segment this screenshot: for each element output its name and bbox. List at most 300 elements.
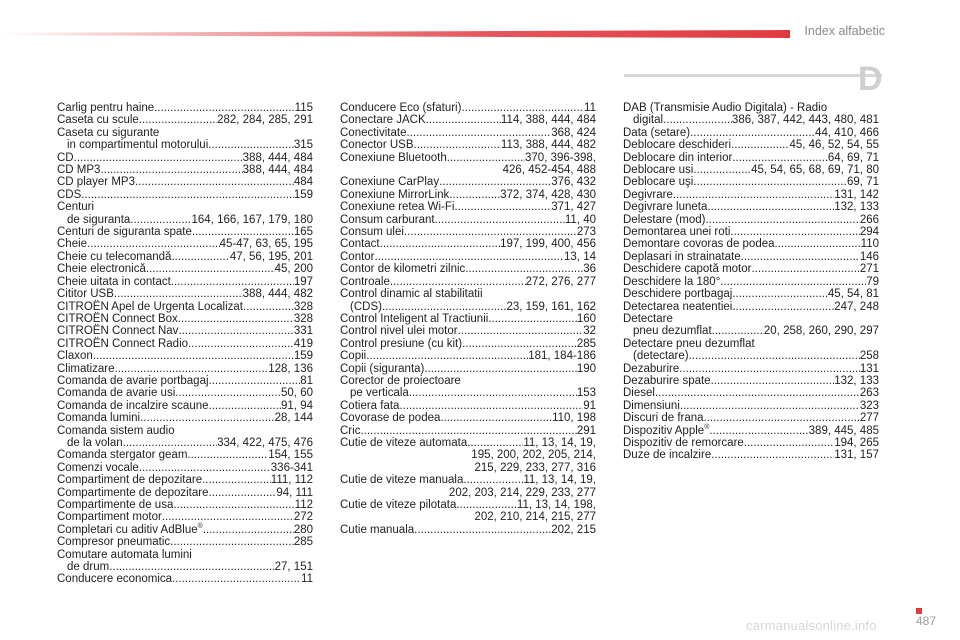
dot-leader (87, 238, 220, 250)
index-term-text: Comanda sistem audio (57, 424, 175, 437)
index-term (67, 139, 208, 151)
index-entry (57, 325, 313, 337)
index-term (67, 437, 123, 449)
index-term (350, 387, 409, 399)
index-page-refs: 389, 445, 485 (808, 424, 879, 437)
index-page-refs: 11, 13, 14, 19, (523, 436, 596, 449)
dot-leader (655, 387, 860, 399)
index-page-refs: 272, 276, 277 (525, 275, 596, 288)
index-entry (57, 387, 313, 399)
index-term (57, 164, 100, 176)
index-line (623, 114, 879, 126)
index-line (340, 375, 596, 387)
section-title: Index alfabetic (804, 24, 885, 38)
index-entry (57, 114, 313, 126)
index-term (340, 276, 390, 288)
index-entry (340, 176, 596, 188)
index-page-refs: 291 (576, 424, 596, 437)
index-term (340, 375, 461, 387)
index-term (623, 152, 732, 164)
dot-leader (172, 573, 301, 585)
index-page-refs: 323 (859, 399, 879, 412)
index-line (57, 375, 313, 387)
index-term (340, 437, 467, 449)
index-page-refs: 132, 133 (834, 374, 879, 387)
index-entry (340, 400, 596, 412)
index-page-refs: 47, 56, 195, 201 (229, 250, 313, 263)
index-entry (57, 201, 313, 226)
index-term (57, 338, 188, 350)
index-line (57, 301, 313, 313)
index-line (623, 400, 879, 412)
index-entry (340, 437, 596, 474)
index-line (623, 176, 879, 188)
index-term-text: Comanda lumini (57, 412, 141, 425)
index-term (57, 301, 243, 313)
index-page-refs: 28, 144 (274, 412, 313, 425)
dot-leader (175, 387, 281, 399)
index-line (57, 164, 313, 176)
index-term-text: (detectare) (633, 350, 689, 363)
dot-leader (139, 462, 271, 474)
index-term (57, 127, 159, 139)
index-line (623, 152, 879, 164)
page-number: 487 (916, 614, 937, 628)
index-term-text: Caseta cu scule (57, 114, 139, 127)
index-line (340, 387, 596, 399)
index-term (57, 152, 74, 164)
index-line (340, 114, 596, 126)
index-page-refs: 372, 374, 428, 430 (500, 188, 596, 201)
index-page-refs: 202, 215 (551, 523, 596, 536)
index-term-text: CITROËN Connect Nav (57, 325, 179, 338)
dot-leader (711, 375, 835, 387)
index-term (340, 152, 447, 164)
index-term (340, 201, 454, 213)
index-term (340, 251, 375, 263)
registered-mark: ® (197, 522, 203, 530)
index-term-text: Consum ulei (340, 226, 404, 239)
index-term-text: Conexiune Bluetooth (340, 151, 447, 164)
index-entry (623, 251, 879, 263)
index-page-continuation (340, 487, 596, 499)
index-page-refs: 280 (293, 523, 313, 536)
index-page-refs: 388, 444, 484 (242, 164, 313, 177)
dot-leader (135, 176, 294, 188)
index-entry (623, 102, 879, 127)
index-term-text: CITROËN Connect Box (57, 312, 178, 325)
dot-leader (209, 375, 301, 387)
index-line (57, 338, 313, 350)
index-entry (623, 139, 879, 151)
index-term-text: Detectare (623, 312, 673, 325)
dot-leader (171, 276, 294, 288)
dot-leader (154, 102, 294, 114)
index-term-text: Conducere Eco (sfaturi) (340, 102, 462, 114)
index-term (340, 263, 465, 275)
index-entry (57, 226, 313, 238)
index-term (623, 127, 690, 139)
index-page-refs: 91, 94 (281, 399, 313, 412)
index-term (57, 325, 178, 337)
index-term-text: Compartiment motor (57, 511, 162, 524)
index-term-text: Deblocare deschideri (623, 139, 732, 152)
index-entry (623, 412, 879, 424)
index-page-refs: 368, 424 (551, 126, 596, 139)
index-term-text: Discuri de frana (623, 412, 704, 425)
index-term-text: Comanda de incalzire scaune (57, 399, 209, 412)
index-line (623, 425, 879, 437)
index-line (57, 251, 313, 263)
dot-leader (114, 288, 243, 300)
index-term (623, 263, 751, 275)
index-term (57, 499, 173, 511)
index-term (340, 524, 414, 536)
index-line (57, 387, 313, 399)
index-term (340, 288, 483, 300)
index-line (57, 350, 313, 362)
index-term-text: Deschidere la 180° (623, 275, 721, 288)
index-term (623, 139, 731, 151)
index-term-text: Control Inteligent al Tractiunii (340, 312, 489, 325)
index-term-text: CD MP3 (57, 164, 101, 177)
index-line (57, 201, 313, 213)
index-line (340, 288, 596, 300)
dot-leader (375, 251, 564, 263)
index-line (340, 214, 596, 226)
dot-leader (447, 152, 525, 164)
index-term-text: Comanda de avarie usi (57, 387, 176, 400)
index-term (57, 189, 81, 201)
index-term (623, 176, 693, 188)
index-entry (340, 251, 596, 263)
index-line (57, 561, 313, 573)
index-term (57, 387, 175, 399)
index-entry (57, 487, 313, 499)
index-entry (340, 313, 596, 325)
dot-leader (458, 325, 584, 337)
dot-leader (209, 400, 282, 412)
index-entry (57, 499, 313, 511)
index-entry (340, 350, 596, 362)
index-entry (57, 288, 313, 300)
index-term-text: Centuri (57, 201, 95, 214)
header-accent-bar (0, 30, 790, 38)
index-entry (57, 189, 313, 201)
dot-leader (741, 251, 860, 263)
dot-leader (705, 214, 859, 226)
index-line (623, 387, 879, 399)
index-term (57, 276, 171, 288)
index-entry (340, 263, 596, 275)
index-entry (340, 201, 596, 213)
index-entry (340, 189, 596, 201)
index-page-refs: 336-341 (270, 461, 313, 474)
dot-leader (462, 338, 577, 350)
index-line (57, 288, 313, 300)
index-page-refs: 328 (293, 300, 313, 313)
dot-leader (146, 263, 275, 275)
dot-leader (100, 164, 242, 176)
index-term (623, 102, 827, 114)
index-page-refs: 285 (293, 536, 313, 549)
index-line (623, 449, 879, 461)
index-line (340, 412, 596, 424)
index-page-refs: 79 (866, 275, 879, 288)
index-term (57, 201, 94, 213)
index-term-text: Control presiune (cu kit) (340, 337, 463, 350)
index-line (57, 189, 313, 201)
dot-leader (679, 363, 860, 375)
index-term (57, 251, 171, 263)
dot-leader (424, 363, 576, 375)
index-page-refs: 370, 396-398, (525, 151, 596, 164)
index-page-refs: 131, 157 (834, 449, 879, 462)
index-column-2 (340, 102, 596, 536)
index-line (623, 375, 879, 387)
index-line (623, 350, 879, 362)
index-page-refs: 153 (576, 387, 596, 400)
index-line (57, 474, 313, 486)
index-entry (340, 238, 596, 250)
index-line (340, 301, 596, 313)
index-entry (57, 536, 313, 548)
index-term-text: CD player MP3 (57, 176, 135, 189)
index-entry (623, 152, 879, 164)
dot-leader (366, 350, 528, 362)
index-term-text: Degivrare luneta (623, 201, 708, 214)
index-term (623, 400, 680, 412)
index-term (57, 102, 154, 114)
index-term (57, 549, 192, 561)
dot-leader (192, 226, 294, 238)
index-page-refs: 45, 54, 81 (827, 288, 879, 301)
index-entry (623, 387, 879, 399)
index-term (623, 375, 711, 387)
dot-leader (712, 325, 764, 337)
index-line (57, 511, 313, 523)
index-page-refs: 45-47, 63, 65, 195 (219, 238, 313, 251)
index-line (340, 524, 596, 536)
index-line (623, 301, 879, 313)
index-term (350, 301, 382, 313)
index-line (57, 238, 313, 250)
dot-leader (680, 400, 860, 412)
index-page-refs: 266 (859, 213, 879, 226)
index-term (340, 238, 380, 250)
index-line (57, 462, 313, 474)
index-term (623, 449, 711, 461)
index-term (340, 325, 458, 337)
index-term (623, 288, 732, 300)
index-term (57, 238, 87, 250)
dot-leader (449, 189, 500, 201)
index-entry (57, 127, 313, 152)
index-term-text: Comutare automata lumini (57, 548, 192, 561)
index-entry (623, 437, 879, 449)
index-line (623, 338, 879, 350)
index-term (633, 325, 712, 337)
index-page-refs: 11, 40 (564, 213, 596, 226)
index-entry (340, 288, 596, 313)
index-page-refs: 195, 200, 202, 205, 214, (471, 449, 596, 462)
index-page-refs: 426, 452-454, 488 (502, 164, 596, 177)
index-term-text: Demontare covoras de podea (623, 238, 775, 251)
index-term (340, 412, 440, 424)
dot-leader (130, 214, 191, 226)
index-entry (57, 238, 313, 250)
index-term-text: Deblocare usi (623, 164, 694, 177)
index-line (623, 226, 879, 238)
index-term (340, 176, 439, 188)
dot-leader (380, 238, 500, 250)
index-page-refs: 11 (301, 573, 313, 586)
index-term (340, 102, 461, 114)
index-entry (57, 301, 313, 313)
index-line (623, 251, 879, 263)
dot-leader (704, 412, 860, 424)
index-term (623, 425, 709, 437)
index-term (57, 226, 192, 238)
index-entry (623, 375, 879, 387)
index-page-refs: 69, 71 (847, 176, 879, 189)
index-page-refs: 115 (294, 102, 313, 114)
index-line (57, 127, 313, 139)
index-entry (623, 338, 879, 363)
index-entry (623, 276, 879, 288)
index-term (340, 363, 424, 375)
index-term-text: Claxon (57, 350, 93, 363)
dot-leader (399, 400, 583, 412)
index-line (623, 313, 879, 325)
index-term-text: de la volan (67, 436, 123, 449)
index-term-text: Dispozitiv de remorcare (623, 436, 744, 449)
index-line (623, 363, 879, 375)
index-page-refs: 81 (300, 374, 313, 387)
index-entry (57, 102, 313, 114)
index-entry (340, 338, 596, 350)
index-term (57, 511, 162, 523)
index-line (623, 139, 879, 151)
index-page-refs: 247, 248 (834, 300, 879, 313)
dot-leader (730, 226, 859, 238)
index-line (57, 263, 313, 275)
index-entry (623, 301, 879, 313)
index-entry (57, 350, 313, 362)
index-term-text: Control nivel ulei motor (340, 325, 458, 338)
index-entry (57, 573, 313, 585)
index-page-refs: 294 (859, 226, 879, 239)
index-entry (340, 325, 596, 337)
index-term (340, 499, 456, 511)
index-page-refs: 13, 14 (564, 250, 596, 263)
dot-leader (81, 189, 294, 201)
index-term-text: Duze de incalzire (623, 449, 712, 462)
index-line (340, 400, 596, 412)
index-term-text: Cutie manuala (340, 523, 415, 536)
index-page-refs: 23, 159, 161, 162 (506, 300, 596, 313)
index-term-text: Deschidere capotă motor (623, 263, 752, 276)
index-page-refs: 190 (576, 362, 596, 375)
index-entry (340, 412, 596, 424)
index-line (57, 325, 313, 337)
dot-leader (693, 176, 847, 188)
dot-leader (243, 301, 294, 313)
index-line (57, 549, 313, 561)
index-page-refs: 114, 388, 444, 484 (500, 114, 596, 127)
index-term-text: Covorase de podea (340, 412, 441, 425)
index-term-text: Deschidere portbagaj (623, 288, 733, 301)
index-entry (57, 511, 313, 523)
index-term (340, 425, 360, 437)
dot-leader (454, 201, 551, 213)
index-line (57, 412, 313, 424)
index-line (57, 114, 313, 126)
dot-leader (414, 524, 551, 536)
index-term-text: Dispozitiv Apple (623, 424, 705, 437)
index-term (57, 573, 172, 585)
index-term (623, 437, 744, 449)
index-term-text: Cutie de viteze pilotata (340, 499, 457, 511)
index-entry (340, 102, 596, 114)
index-entry (340, 226, 596, 238)
index-entry (623, 313, 879, 338)
index-term-text: Corector de proiectoare (340, 374, 461, 387)
index-term (340, 114, 426, 126)
index-line (57, 487, 313, 499)
index-entry (623, 127, 879, 139)
index-term-text: CDS (57, 188, 82, 201)
index-term (340, 214, 435, 226)
dot-leader (406, 127, 551, 139)
index-entry (57, 338, 313, 350)
index-term-text: Contact (340, 238, 380, 251)
index-page-refs: 160 (576, 312, 596, 325)
dot-leader (109, 561, 274, 573)
index-term-text: Cheie electronică (57, 263, 146, 276)
index-term (67, 214, 130, 226)
index-page-refs: 202, 203, 214, 229, 233, 277 (448, 486, 596, 499)
index-term (623, 238, 775, 250)
index-page-refs: 388, 444, 482 (242, 288, 313, 301)
index-term-text: Cheie uitata in contact (57, 275, 171, 288)
dot-leader (409, 387, 577, 399)
index-term-text: Deplasari in strainatate (623, 250, 741, 263)
index-page-refs: 113, 388, 444, 482 (500, 139, 596, 152)
index-term (57, 524, 203, 536)
index-entry (57, 524, 313, 536)
index-term-text: Conectivitate (340, 126, 407, 139)
index-page-refs: 159 (293, 350, 313, 363)
dot-leader (170, 536, 294, 548)
index-term-text: Dezaburire (623, 362, 680, 375)
index-entry (57, 263, 313, 275)
index-entry (623, 214, 879, 226)
index-page-refs: 45, 46, 52, 54, 55 (789, 139, 879, 152)
index-line (340, 226, 596, 238)
index-term (57, 350, 93, 362)
index-term (57, 449, 187, 461)
index-line (340, 350, 596, 362)
index-entry (623, 263, 879, 275)
dot-leader (720, 276, 866, 288)
index-term-text: Conexiune MirrorLink (340, 188, 450, 201)
index-entry (57, 276, 313, 288)
index-entry (623, 425, 879, 437)
index-line (340, 263, 596, 275)
index-term-text: de drum (67, 561, 110, 574)
index-term (57, 462, 139, 474)
